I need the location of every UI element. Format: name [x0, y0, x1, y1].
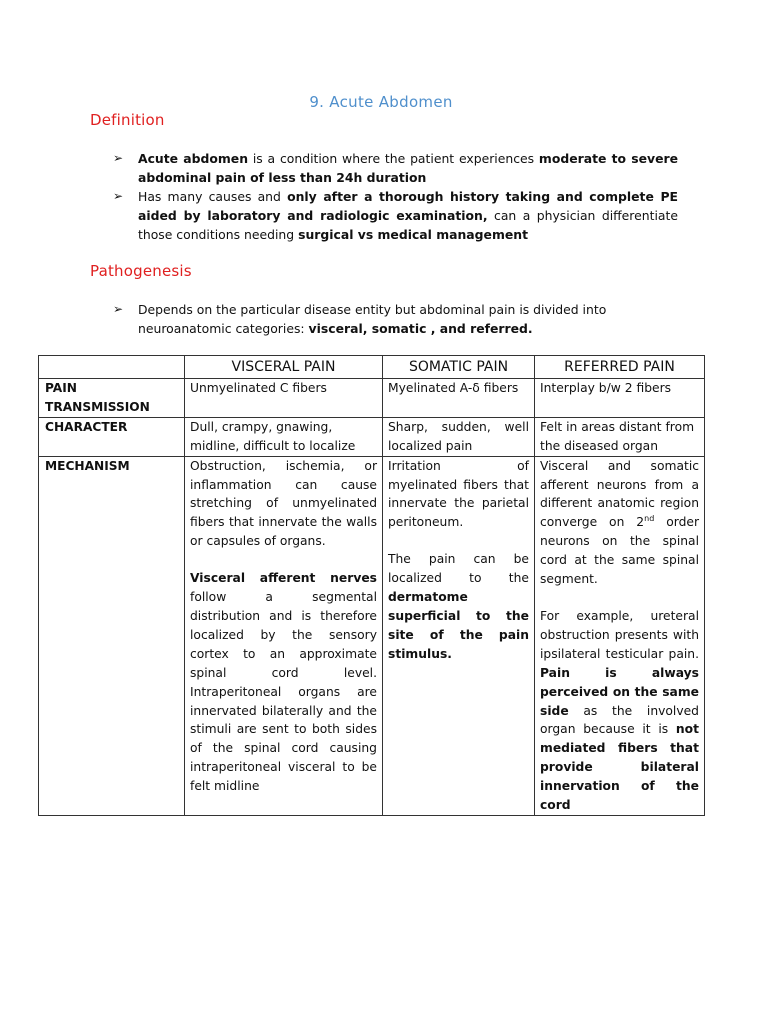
row-label: PAIN TRANSMISSION — [39, 379, 185, 418]
row-label: CHARACTER — [39, 417, 185, 456]
arrow-bullet-icon: ➢ — [113, 151, 124, 165]
cell-visceral: Unmyelinated C fibers — [185, 379, 383, 418]
cell-referred: Interplay b/w 2 fibers — [535, 379, 705, 418]
definition-list — [113, 149, 678, 244]
pathogenesis-bullet-1: ➢ Depends on the particular disease entity but abdominal pain is divided into neuroanatomic categories: visceral, somatic , and referred. — [113, 302, 607, 336]
arrow-bullet-icon: ➢ — [113, 302, 124, 316]
table-row — [39, 379, 705, 418]
cell-somatic: Irritation of myelinated fibers that innervate the parietal peritoneum. The pain can be localized to the dermatome superficial to the site of the pain stimulus. — [383, 456, 535, 815]
cell-somatic: Sharp, sudden, well localized pain — [383, 417, 535, 456]
arrow-bullet-icon: ➢ — [113, 189, 124, 203]
definition-bullet-2: ➢ Has many causes and only after a thorough history taking and complete PE aided by laboratory and radiologic examination, can a physician differentiate those conditions needing surgical vs medical management — [113, 189, 678, 242]
header-somatic: SOMATIC PAIN — [383, 356, 535, 379]
cell-visceral: Dull, crampy, gnawing, midline, difficult to localize — [185, 417, 383, 456]
cell-visceral: Obstruction, ischemia, or inflammation can cause stretching of unmyelinated fibers that innervate the walls or capsules of organs. Visceral afferent nerves follow a segmental distribution and is therefore localized by the sensory cortex to an approximate spinal cord level. Intraperitoneal organs are innervated bilaterally and the stimuli are sent to both sides of the spinal cord causing intraperitoneal visceral to be felt midline — [185, 456, 383, 815]
table-row — [39, 417, 705, 456]
table-header-row — [39, 356, 705, 379]
pain-comparison-table — [38, 355, 705, 816]
row-label: MECHANISM — [39, 456, 185, 815]
pathogenesis-list — [113, 300, 678, 338]
definition-bullet-1: ➢ Acute abdomen is a condition where the patient experiences moderate to severe abdominal pain of less than 24h duration — [113, 151, 678, 185]
cell-referred: Visceral and somatic afferent neurons from a different anatomic region converge on 2nd order neurons on the spinal cord at the same spinal segment. For example, ureteral obstruction presents with ipsilateral testicular pain. Pain is always perceived on the same side as the involved organ because it is not mediated fibers that provide bilateral innervation of the cord — [535, 456, 705, 815]
header-referred: REFERRED PAIN — [535, 356, 705, 379]
cell-somatic: Myelinated A-δ fibers — [383, 379, 535, 418]
cell-referred: Felt in areas distant from the diseased organ — [535, 417, 705, 456]
definition-heading: Definition — [90, 111, 165, 129]
header-visceral: VISCERAL PAIN — [185, 356, 383, 379]
table-row — [39, 456, 705, 815]
header-empty — [39, 356, 185, 379]
pathogenesis-heading: Pathogenesis — [90, 262, 192, 280]
page-title: 9. Acute Abdomen — [309, 93, 453, 111]
